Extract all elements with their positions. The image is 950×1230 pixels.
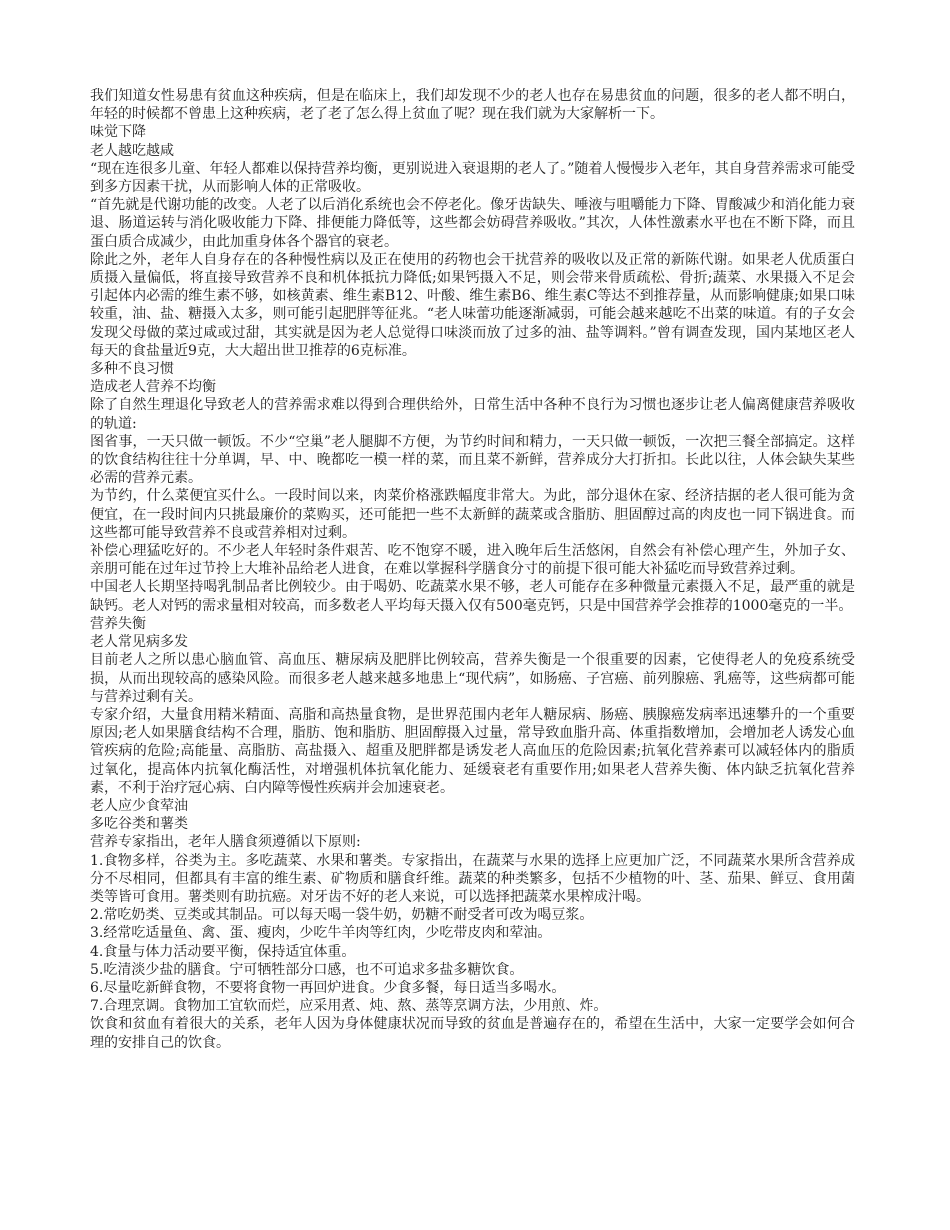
section-heading: 多种不良习惯 <box>90 361 174 378</box>
body-paragraph: 中国老人长期坚持喝乳制品者比例较少。由于喝奶、吃蔬菜水果不够，老人可能存在多种微量元素摄入不足，最严重的就是缺钙。老人对钙的需求量相对较高，而多数老人平均每天摄入仅有500毫克钙，只是中国营养学会推荐的1000毫克的一半。 <box>90 579 855 614</box>
body-paragraph: 目前老人之所以患心脑血管、高血压、糖尿病及肥胖比例较高，营养失衡是一个很重要的因素，它使得老人的免疫系统受损，从而出现较高的感染风险。而很多老人越来越多地患上“现代病”，如肠癌、子宫癌、前列腺癌、乳癌等，这些病都可能与营养过剩有关。 <box>90 652 855 705</box>
intro-paragraph: 我们知道女性易患有贫血这种疾病，但是在临床上，我们却发现不少的老人也存在易患贫血的问题，很多的老人都不明白，年轻的时候都不曾患上这种疾病，老了老了怎么得上贫血了呢？现在我们就为大家解析一下。 <box>90 88 855 123</box>
body-paragraph: 专家介绍，大量食用精米精面、高脂和高热量食物，是世界范围内老年人糖尿病、肠癌、胰腺癌发病率迅速攀升的一个重要原因;老人如果膳食结构不合理，脂肪、饱和脂肪、胆固醇摄入过量，常导致血脂升高、体重指数增加，会增加老人诱发心血管疾病的危险;高能量、高脂肪、高盐摄入、超重及肥胖都是诱发老人高血压的危险因素;抗氧化营养素可以减轻体内的脂质过氧化，提高体内抗氧化酶活性，对增强机体抗氧化能力、延缓衰老有重要作用;如果老人营养失衡、体内缺乏抗氧化营养素，不利于治疗冠心病、白内障等慢性疾病并会加速衰老。 <box>90 706 855 796</box>
section-heading: 营养失衡 <box>90 615 146 632</box>
list-item: 2.常吃奶类、豆类或其制品。可以每天喝一袋牛奶，奶糖不耐受者可改为喝豆浆。 <box>90 907 594 924</box>
section-subheading: 老人常见病多发 <box>90 634 188 651</box>
conclusion-paragraph: 饮食和贫血有着很大的关系，老年人因为身体健康状况而导致的贫血是普遍存在的，希望在生活中，大家一定要学会如何合理的安排自己的饮食。 <box>90 1016 855 1051</box>
body-paragraph: 为节约，什么菜便宜买什么。一段时间以来，肉菜价格涨跌幅度非常大。为此，部分退休在家、经济拮据的老人很可能为贪便宜，在一段时间内只挑最廉价的菜购买，还可能把一些不太新鲜的蔬菜或含脂肪、胆固醇过高的肉皮也一同下锅进食。而这些都可能导致营养不良或营养相对过剩。 <box>90 488 855 541</box>
section-heading: 味觉下降 <box>90 124 146 141</box>
list-item: 3.经常吃适量鱼、禽、蛋、瘦肉，少吃牛羊肉等红肉，少吃带皮肉和荤油。 <box>90 925 552 942</box>
list-item: 4.食量与体力活动要平衡，保持适宜体重。 <box>90 943 356 960</box>
list-item: 1.食物多样，谷类为主。多吃蔬菜、水果和薯类。专家指出，在蔬菜与水果的选择上应更加广泛，不同蔬菜水果所含营养成分不尽相同，但都具有丰富的维生素、矿物质和膳食纤维。蔬菜的种类繁多，包括不少植物的叶、茎、茄果、鲜豆、食用菌类等皆可食用。薯类则有助抗癌。对牙齿不好的老人来说，可以选择把蔬菜水果榨成汁喝。 <box>90 852 855 905</box>
list-item: 5.吃清淡少盐的膳食。宁可牺牲部分口感，也不可追求多盐多糖饮食。 <box>90 961 524 978</box>
body-paragraph: 图省事，一天只做一顿饭。不少“空巢”老人腿脚不方便，为节约时间和精力，一天只做一顿饭，一次把三餐全部搞定。这样的饮食结构往往十分单调，早、中、晚都吃一模一样的菜，而且菜不新鲜，营养成分大打折扣。长此以往，人体会缺失某些必需的营养元素。 <box>90 433 855 487</box>
body-paragraph: “现在连很多儿童、年轻人都难以保持营养均衡，更别说进入衰退期的老人了。”随着人慢慢步入老年，其自身营养需求可能受到多方因素干扰，从而影响人体的正常吸收。 <box>90 160 855 196</box>
section-heading: 老人应少食荤油 <box>90 797 188 814</box>
section-subheading: 多吃谷类和薯类 <box>90 816 188 833</box>
body-paragraph: “首先就是代谢功能的改变。人老了以后消化系统也会不停老化。像牙齿缺失、唾液与咀嚼能力下降、胃酸减少和消化能力衰退、肠道运转与消化吸收能力下降、排便能力降低等，这些都会妨碍营养吸收。”其次，人体性激素水平也在不断下降，而且蛋白质合成减少，由此加重身体各个器官的衰老。 <box>90 197 855 250</box>
list-item: 7.合理烹调。食物加工宜软而烂，应采用煮、炖、熬、蒸等烹调方法，少用煎、炸。 <box>90 998 608 1015</box>
list-item: 6.尽量吃新鲜食物，不要将食物一再回炉进食。少食多餐，每日适当多喝水。 <box>90 979 566 996</box>
section-subheading: 造成老人营养不均衡 <box>90 379 216 396</box>
article-body <box>90 87 855 1052</box>
section-subheading: 老人越吃越咸 <box>90 142 174 159</box>
body-paragraph: 除了自然生理退化导致老人的营养需求难以得到合理供给外，日常生活中各种不良行为习惯也逐步让老人偏离健康营养吸收的轨道: <box>90 397 855 432</box>
body-paragraph: 营养专家指出，老年人膳食须遵循以下原则: <box>90 834 361 851</box>
body-paragraph: 补偿心理猛吃好的。不少老人年轻时条件艰苦、吃不饱穿不暖，进入晚年后生活悠闲，自然会有补偿心理产生，外加子女、亲朋可能在过年过节拎上大堆补品给老人进食，在难以掌握科学膳食分寸的前提下很可能大补猛吃而导致营养过剩。 <box>90 543 855 578</box>
body-paragraph: 除此之外，老年人自身存在的各种慢性病以及正在使用的药物也会干扰营养的吸收以及正常的新陈代谢。如果老人优质蛋白质摄入量偏低，将直接导致营养不良和机体抵抗力降低;如果钙摄入不足，则会带来骨质疏松、骨折;蔬菜、水果摄入不足会引起体内必需的维生素不够，如核黄素、维生素B12、叶酸、维生素B6、维生素C等达不到推荐量，从而影响健康;如果口味较重，油、盐、糖摄入太多，则可能引起肥胖等征兆。“老人味蕾功能逐渐减弱，可能会越来越吃不出菜的味道。有的子女会发现父母做的菜过咸或过甜，其实就是因为老人总觉得口味淡而放了过多的油、盐等调料。”曾有调查发现，国内某地区老人每天的食盐量近9克，大大超出世卫推荐的6克标准。 <box>90 251 855 359</box>
